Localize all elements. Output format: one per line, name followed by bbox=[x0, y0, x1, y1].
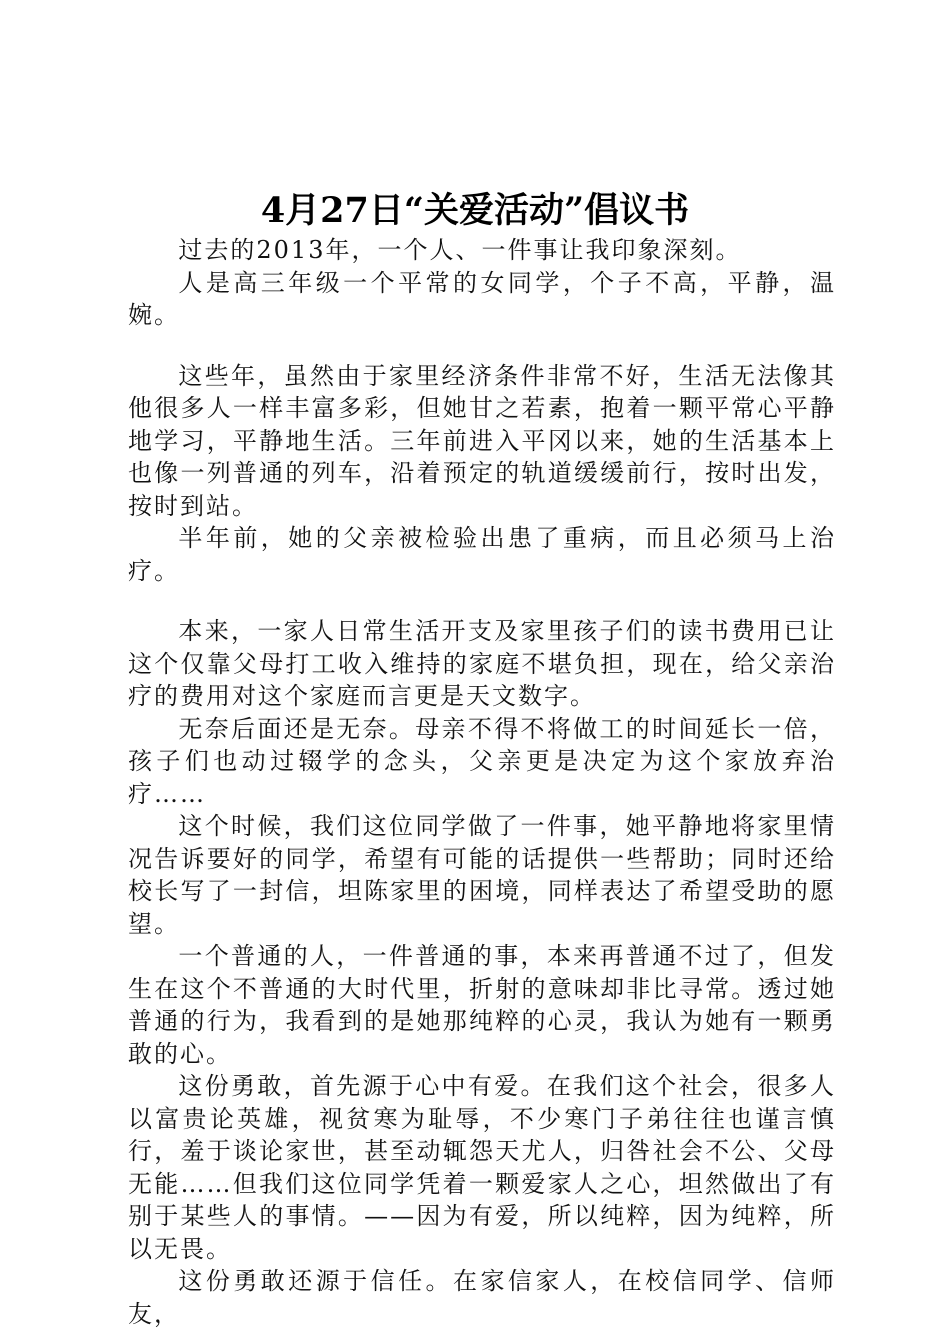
paragraph-8: 一个普通的人，一件普通的事，本来再普通不过了，但发生在这个不普通的大时代里，折射的意味却非比寻常。透过她普通的行为，我看到的是她那纯粹的心灵，我认为她有一颗勇敢的心。 bbox=[128, 942, 836, 1068]
paragraph-6: 无奈后面还是无奈。母亲不得不将做工的时间延长一倍，孩子们也动过辍学的念头，父亲更是决定为这个家放弃治疗…… bbox=[128, 714, 836, 808]
document-title: 4月27日“关爱活动”倡议书 bbox=[260, 190, 690, 231]
paragraph-7: 这个时候，我们这位同学做了一件事，她平静地将家里情况告诉要好的同学，希望有可能的话提供一些帮助；同时还给校长写了一封信，坦陈家里的困境，同样表达了希望受助的愿望。 bbox=[128, 812, 836, 938]
paragraph-4: 半年前，她的父亲被检验出患了重病，而且必须马上治疗。 bbox=[128, 524, 836, 585]
paragraph-2: 人是高三年级一个平常的女同学，个子不高，平静，温婉。 bbox=[128, 268, 836, 329]
paragraph-10: 这份勇敢还源于信任。在家信家人，在校信同学、信师友， bbox=[128, 1267, 836, 1328]
paragraph-9: 这份勇敢，首先源于心中有爱。在我们这个社会，很多人以富贵论英雄，视贫寒为耻辱，不少寒门子弟往往也谨言慎行，羞于谈论家世，甚至动辄怨天尤人，归咎社会不公、父母无能……但我们这位同学凭着一颗爱家人之心，坦然做出了有别于某些人的事情。——因为有爱，所以纯粹，因为纯粹，所以无畏。 bbox=[128, 1072, 836, 1263]
paragraph-3: 这些年，虽然由于家里经济条件非常不好，生活无法像其他很多人一样丰富多彩，但她甘之若素，抱着一颗平常心平静地学习，平静地生活。三年前进入平冈以来，她的生活基本上也像一列普通的列车，沿着预定的轨道缓缓前行，按时出发，按时到站。 bbox=[128, 361, 836, 520]
paragraph-1: 过去的2013年，一个人、一件事让我印象深刻。 bbox=[178, 236, 742, 264]
paragraph-5: 本来，一家人日常生活开支及家里孩子们的读书费用已让这个仅靠父母打工收入维持的家庭不堪负担，现在，给父亲治疗的费用对这个家庭而言更是天文数字。 bbox=[128, 617, 836, 710]
document-body bbox=[128, 234, 836, 1330]
